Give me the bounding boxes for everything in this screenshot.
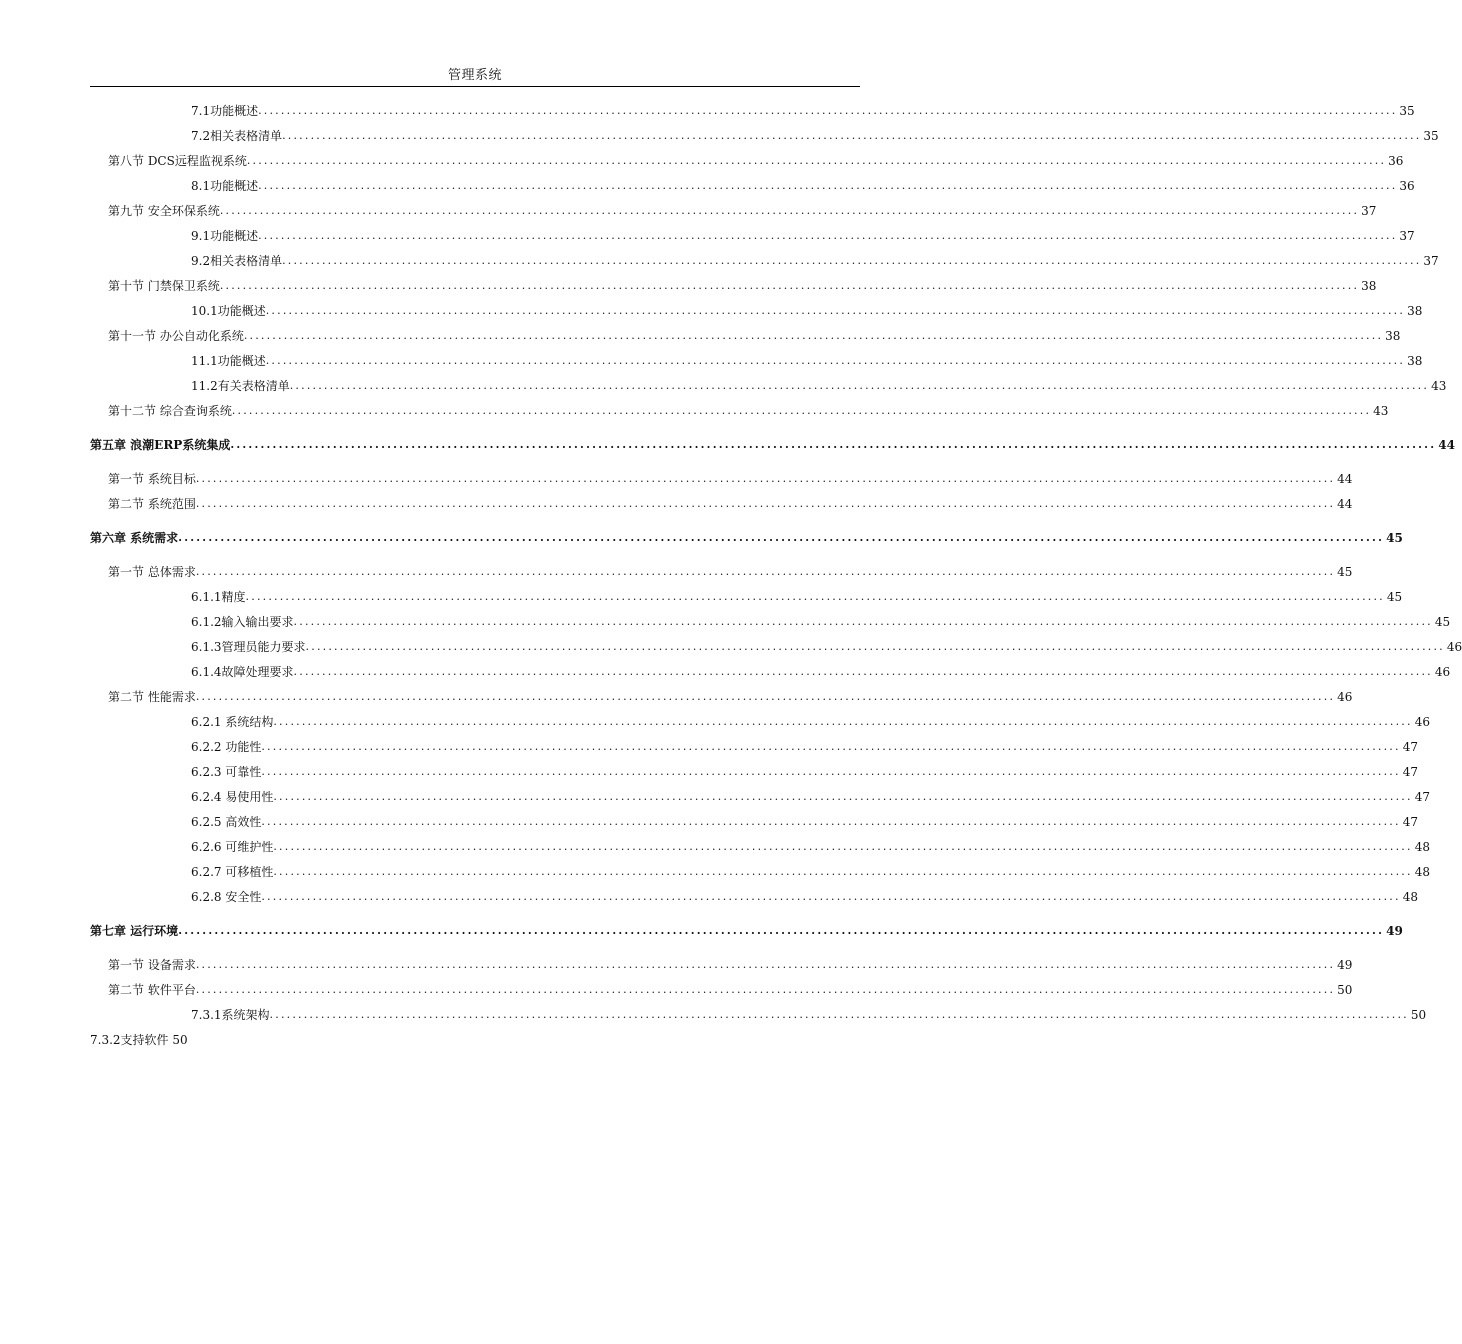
toc-section-entry[interactable] xyxy=(90,981,1353,999)
toc-dot-leader: ........................................................................................................................................................................................................ xyxy=(178,924,1385,937)
toc-section-entry[interactable] xyxy=(90,152,1404,170)
toc-subsection-entry[interactable] xyxy=(90,352,1423,370)
toc-page-number: 37 xyxy=(1399,229,1415,243)
toc-entry-label: 6.2.2 功能性 xyxy=(191,740,262,754)
toc-page-number: 35 xyxy=(1399,104,1415,118)
toc-subsection-entry[interactable] xyxy=(90,127,1439,145)
header-title: 管理系统 xyxy=(447,68,502,83)
toc-entry-label: 第一节 总体需求 xyxy=(108,565,196,579)
toc-page-number: 35 xyxy=(1423,129,1439,143)
toc-entry-label: 6.1.4故障处理要求 xyxy=(191,665,294,679)
toc-subsection-entry[interactable] xyxy=(90,838,1430,856)
toc-dot-leader: ........................................................................................................................................................................................................ xyxy=(282,254,1422,267)
toc-page-number: 37 xyxy=(1361,204,1377,218)
toc-dot-leader: ........................................................................................................................................................................................................ xyxy=(273,865,1413,878)
toc-dot-leader: ........................................................................................................................................................................................................ xyxy=(261,740,1401,753)
toc-dot-leader: ........................................................................................................................................................................................................ xyxy=(273,840,1413,853)
trailing-toc-line: 7.3.2支持软件 50 xyxy=(90,1033,188,1047)
toc-section-entry[interactable] xyxy=(90,688,1353,706)
toc-page-number: 37 xyxy=(1423,254,1439,268)
toc-subsection-entry[interactable] xyxy=(90,763,1418,781)
toc-page-number: 38 xyxy=(1385,329,1401,343)
toc-page-number: 45 xyxy=(1386,531,1403,545)
toc-page-number: 45 xyxy=(1337,565,1353,579)
toc-entry-label: 10.1功能概述 xyxy=(191,304,266,318)
toc-page-number: 49 xyxy=(1337,958,1353,972)
toc-dot-leader: ........................................................................................................................................................................................................ xyxy=(245,590,1385,603)
toc-entry-label: 第五章 浪潮ERP系统集成 xyxy=(90,438,231,452)
toc-entry-label: 8.1功能概述 xyxy=(191,179,259,193)
toc-entry-label: 6.2.7 可移植性 xyxy=(191,865,274,879)
toc-chapter-entry[interactable] xyxy=(90,529,1403,547)
toc-dot-leader: ........................................................................................................................................................................................................ xyxy=(261,815,1401,828)
toc-dot-leader: ........................................................................................................................................................................................................ xyxy=(273,790,1413,803)
toc-entry-label: 7.2相关表格清单 xyxy=(191,129,283,143)
toc-entry-label: 11.1功能概述 xyxy=(191,354,266,368)
toc-page-number: 47 xyxy=(1414,790,1430,804)
toc-entry-label: 第一节 设备需求 xyxy=(108,958,196,972)
toc-subsection-entry[interactable] xyxy=(90,863,1430,881)
toc-entry-label: 第二节 性能需求 xyxy=(108,690,196,704)
toc-dot-leader: ........................................................................................................................................................................................................ xyxy=(178,531,1385,544)
toc-entry-label: 第十节 门禁保卫系统 xyxy=(108,279,220,293)
toc-entry-label: 6.1.2输入输出要求 xyxy=(191,615,294,629)
toc-page-number: 43 xyxy=(1373,404,1389,418)
toc-subsection-entry[interactable] xyxy=(90,738,1418,756)
toc-page-number: 36 xyxy=(1388,154,1404,168)
toc-page-number: 47 xyxy=(1402,740,1418,754)
toc-section-entry[interactable] xyxy=(90,402,1389,420)
toc-entry-label: 9.2相关表格清单 xyxy=(191,254,283,268)
toc-subsection-entry[interactable] xyxy=(90,252,1439,270)
toc-dot-leader: ........................................................................................................................................................................................................ xyxy=(293,615,1433,628)
toc-page-number: 46 xyxy=(1337,690,1353,704)
toc-subsection-entry[interactable] xyxy=(90,102,1415,120)
page-header xyxy=(90,66,860,87)
toc-page-number: 48 xyxy=(1414,865,1430,879)
toc-dot-leader: ........................................................................................................................................................................................................ xyxy=(293,665,1433,678)
toc-entry-label: 6.2.3 可靠性 xyxy=(191,765,262,779)
toc-page-number: 49 xyxy=(1386,924,1403,938)
toc-chapter-entry[interactable] xyxy=(90,922,1403,940)
toc-dot-leader: ........................................................................................................................................................................................................ xyxy=(195,472,1336,485)
toc-entry-label: 6.2.5 高效性 xyxy=(191,815,262,829)
toc-chapter-entry[interactable] xyxy=(90,436,1455,454)
toc-dot-leader: ........................................................................................................................................................................................................ xyxy=(258,179,1398,192)
toc-dot-leader: ........................................................................................................................................................................................................ xyxy=(195,983,1336,996)
toc-section-entry[interactable] xyxy=(90,470,1353,488)
toc-page-number: 44 xyxy=(1438,438,1455,452)
toc-section-entry[interactable] xyxy=(90,956,1353,974)
toc-entry-label: 第九节 安全环保系统 xyxy=(108,204,220,218)
toc-dot-leader: ........................................................................................................................................................................................................ xyxy=(230,438,1437,451)
toc-subsection-entry[interactable] xyxy=(90,302,1423,320)
toc-subsection-entry[interactable] xyxy=(90,663,1451,681)
toc-page-number: 44 xyxy=(1337,472,1353,486)
toc-dot-leader: ........................................................................................................................................................................................................ xyxy=(195,565,1336,578)
toc-entry-label: 第六章 系统需求 xyxy=(90,531,179,545)
toc-dot-leader: ........................................................................................................................................................................................................ xyxy=(258,229,1398,242)
toc-dot-leader: ........................................................................................................................................................................................................ xyxy=(195,958,1336,971)
toc-entry-label: 6.2.1 系统结构 xyxy=(191,715,274,729)
toc-dot-leader: ........................................................................................................................................................................................................ xyxy=(289,379,1430,392)
toc-section-entry[interactable] xyxy=(90,327,1401,345)
toc-page-number: 38 xyxy=(1361,279,1377,293)
toc-subsection-entry[interactable] xyxy=(90,713,1430,731)
toc-entry-label: 7.1功能概述 xyxy=(191,104,259,118)
toc-entry-label: 第八节 DCS远程监视系统 xyxy=(108,154,247,168)
toc-page-number: 44 xyxy=(1337,497,1353,511)
toc-dot-leader: ........................................................................................................................................................................................................ xyxy=(243,329,1384,342)
toc-subsection-entry[interactable] xyxy=(90,227,1415,245)
toc-page-number: 47 xyxy=(1402,815,1418,829)
toc-page-number: 38 xyxy=(1407,354,1423,368)
toc-page-number: 45 xyxy=(1434,615,1451,629)
toc-entry-label: 第二节 系统范围 xyxy=(108,497,196,511)
toc-entry-label: 11.2有关表格清单 xyxy=(191,379,290,393)
toc-subsection-entry[interactable] xyxy=(90,588,1403,606)
toc-page-number: 36 xyxy=(1399,179,1415,193)
toc-page-number: 50 xyxy=(1337,983,1353,997)
toc-dot-leader: ........................................................................................................................................................................................................ xyxy=(195,690,1336,703)
toc-page-number: 48 xyxy=(1414,840,1430,854)
toc-dot-leader: ........................................................................................................................................................................................................ xyxy=(282,129,1422,142)
toc-dot-leader: ........................................................................................................................................................................................................ xyxy=(246,154,1387,167)
toc-dot-leader: ........................................................................................................................................................................................................ xyxy=(261,890,1401,903)
toc-subsection-entry[interactable] xyxy=(90,813,1418,831)
toc-subsection-entry[interactable] xyxy=(90,1006,1427,1024)
toc-page-number: 46 xyxy=(1446,640,1462,654)
toc-page-number: 46 xyxy=(1434,665,1451,679)
toc-page-number: 45 xyxy=(1386,590,1403,604)
toc-entry-label: 6.2.4 易使用性 xyxy=(191,790,274,804)
toc-subsection-entry[interactable] xyxy=(90,613,1451,631)
toc-dot-leader: ........................................................................................................................................................................................................ xyxy=(195,497,1336,510)
toc-dot-leader: ........................................................................................................................................................................................................ xyxy=(265,354,1406,367)
toc-entry-label: 6.2.8 安全性 xyxy=(191,890,262,904)
toc-dot-leader: ........................................................................................................................................................................................................ xyxy=(258,104,1398,117)
toc-entry-label: 6.1.1精度 xyxy=(191,590,246,604)
toc-subsection-entry[interactable] xyxy=(90,177,1415,195)
table-of-contents xyxy=(90,102,1462,1049)
toc-section-entry[interactable] xyxy=(90,563,1353,581)
toc-dot-leader: ........................................................................................................................................................................................................ xyxy=(261,765,1401,778)
toc-entry-label: 6.2.6 可维护性 xyxy=(191,840,274,854)
toc-entry-label: 7.3.1系统架构 xyxy=(191,1008,270,1022)
toc-page-number: 43 xyxy=(1431,379,1447,393)
toc-dot-leader: ........................................................................................................................................................................................................ xyxy=(273,715,1413,728)
toc-dot-leader: ........................................................................................................................................................................................................ xyxy=(231,404,1372,417)
toc-section-entry[interactable] xyxy=(90,277,1377,295)
toc-subsection-entry[interactable] xyxy=(90,888,1418,906)
toc-page-number: 48 xyxy=(1402,890,1418,904)
toc-page-number: 50 xyxy=(1410,1008,1427,1022)
toc-entry-label: 第一节 系统目标 xyxy=(108,472,196,486)
toc-dot-leader: ........................................................................................................................................................................................................ xyxy=(305,640,1445,653)
toc-entry-label: 第十一节 办公自动化系统 xyxy=(108,329,244,343)
toc-dot-leader: ........................................................................................................................................................................................................ xyxy=(219,204,1360,217)
toc-entry-label: 9.1功能概述 xyxy=(191,229,259,243)
toc-section-entry[interactable] xyxy=(90,495,1353,513)
toc-entry-label: 第七章 运行环境 xyxy=(90,924,179,938)
toc-page-number: 46 xyxy=(1414,715,1430,729)
toc-subsection-entry[interactable] xyxy=(90,377,1447,395)
toc-subsection-entry[interactable] xyxy=(90,638,1462,656)
toc-entry-label: 6.1.3管理员能力要求 xyxy=(191,640,306,654)
toc-subsection-entry[interactable] xyxy=(90,788,1430,806)
toc-entry-label: 第二节 软件平台 xyxy=(108,983,196,997)
toc-page-number: 47 xyxy=(1402,765,1418,779)
toc-section-entry[interactable] xyxy=(90,202,1377,220)
toc-page-number: 38 xyxy=(1407,304,1423,318)
toc-dot-leader: ........................................................................................................................................................................................................ xyxy=(219,279,1360,292)
toc-dot-leader: ........................................................................................................................................................................................................ xyxy=(269,1008,1409,1021)
toc-entry-label: 第十二节 综合查询系统 xyxy=(108,404,232,418)
toc-dot-leader: ........................................................................................................................................................................................................ xyxy=(265,304,1406,317)
